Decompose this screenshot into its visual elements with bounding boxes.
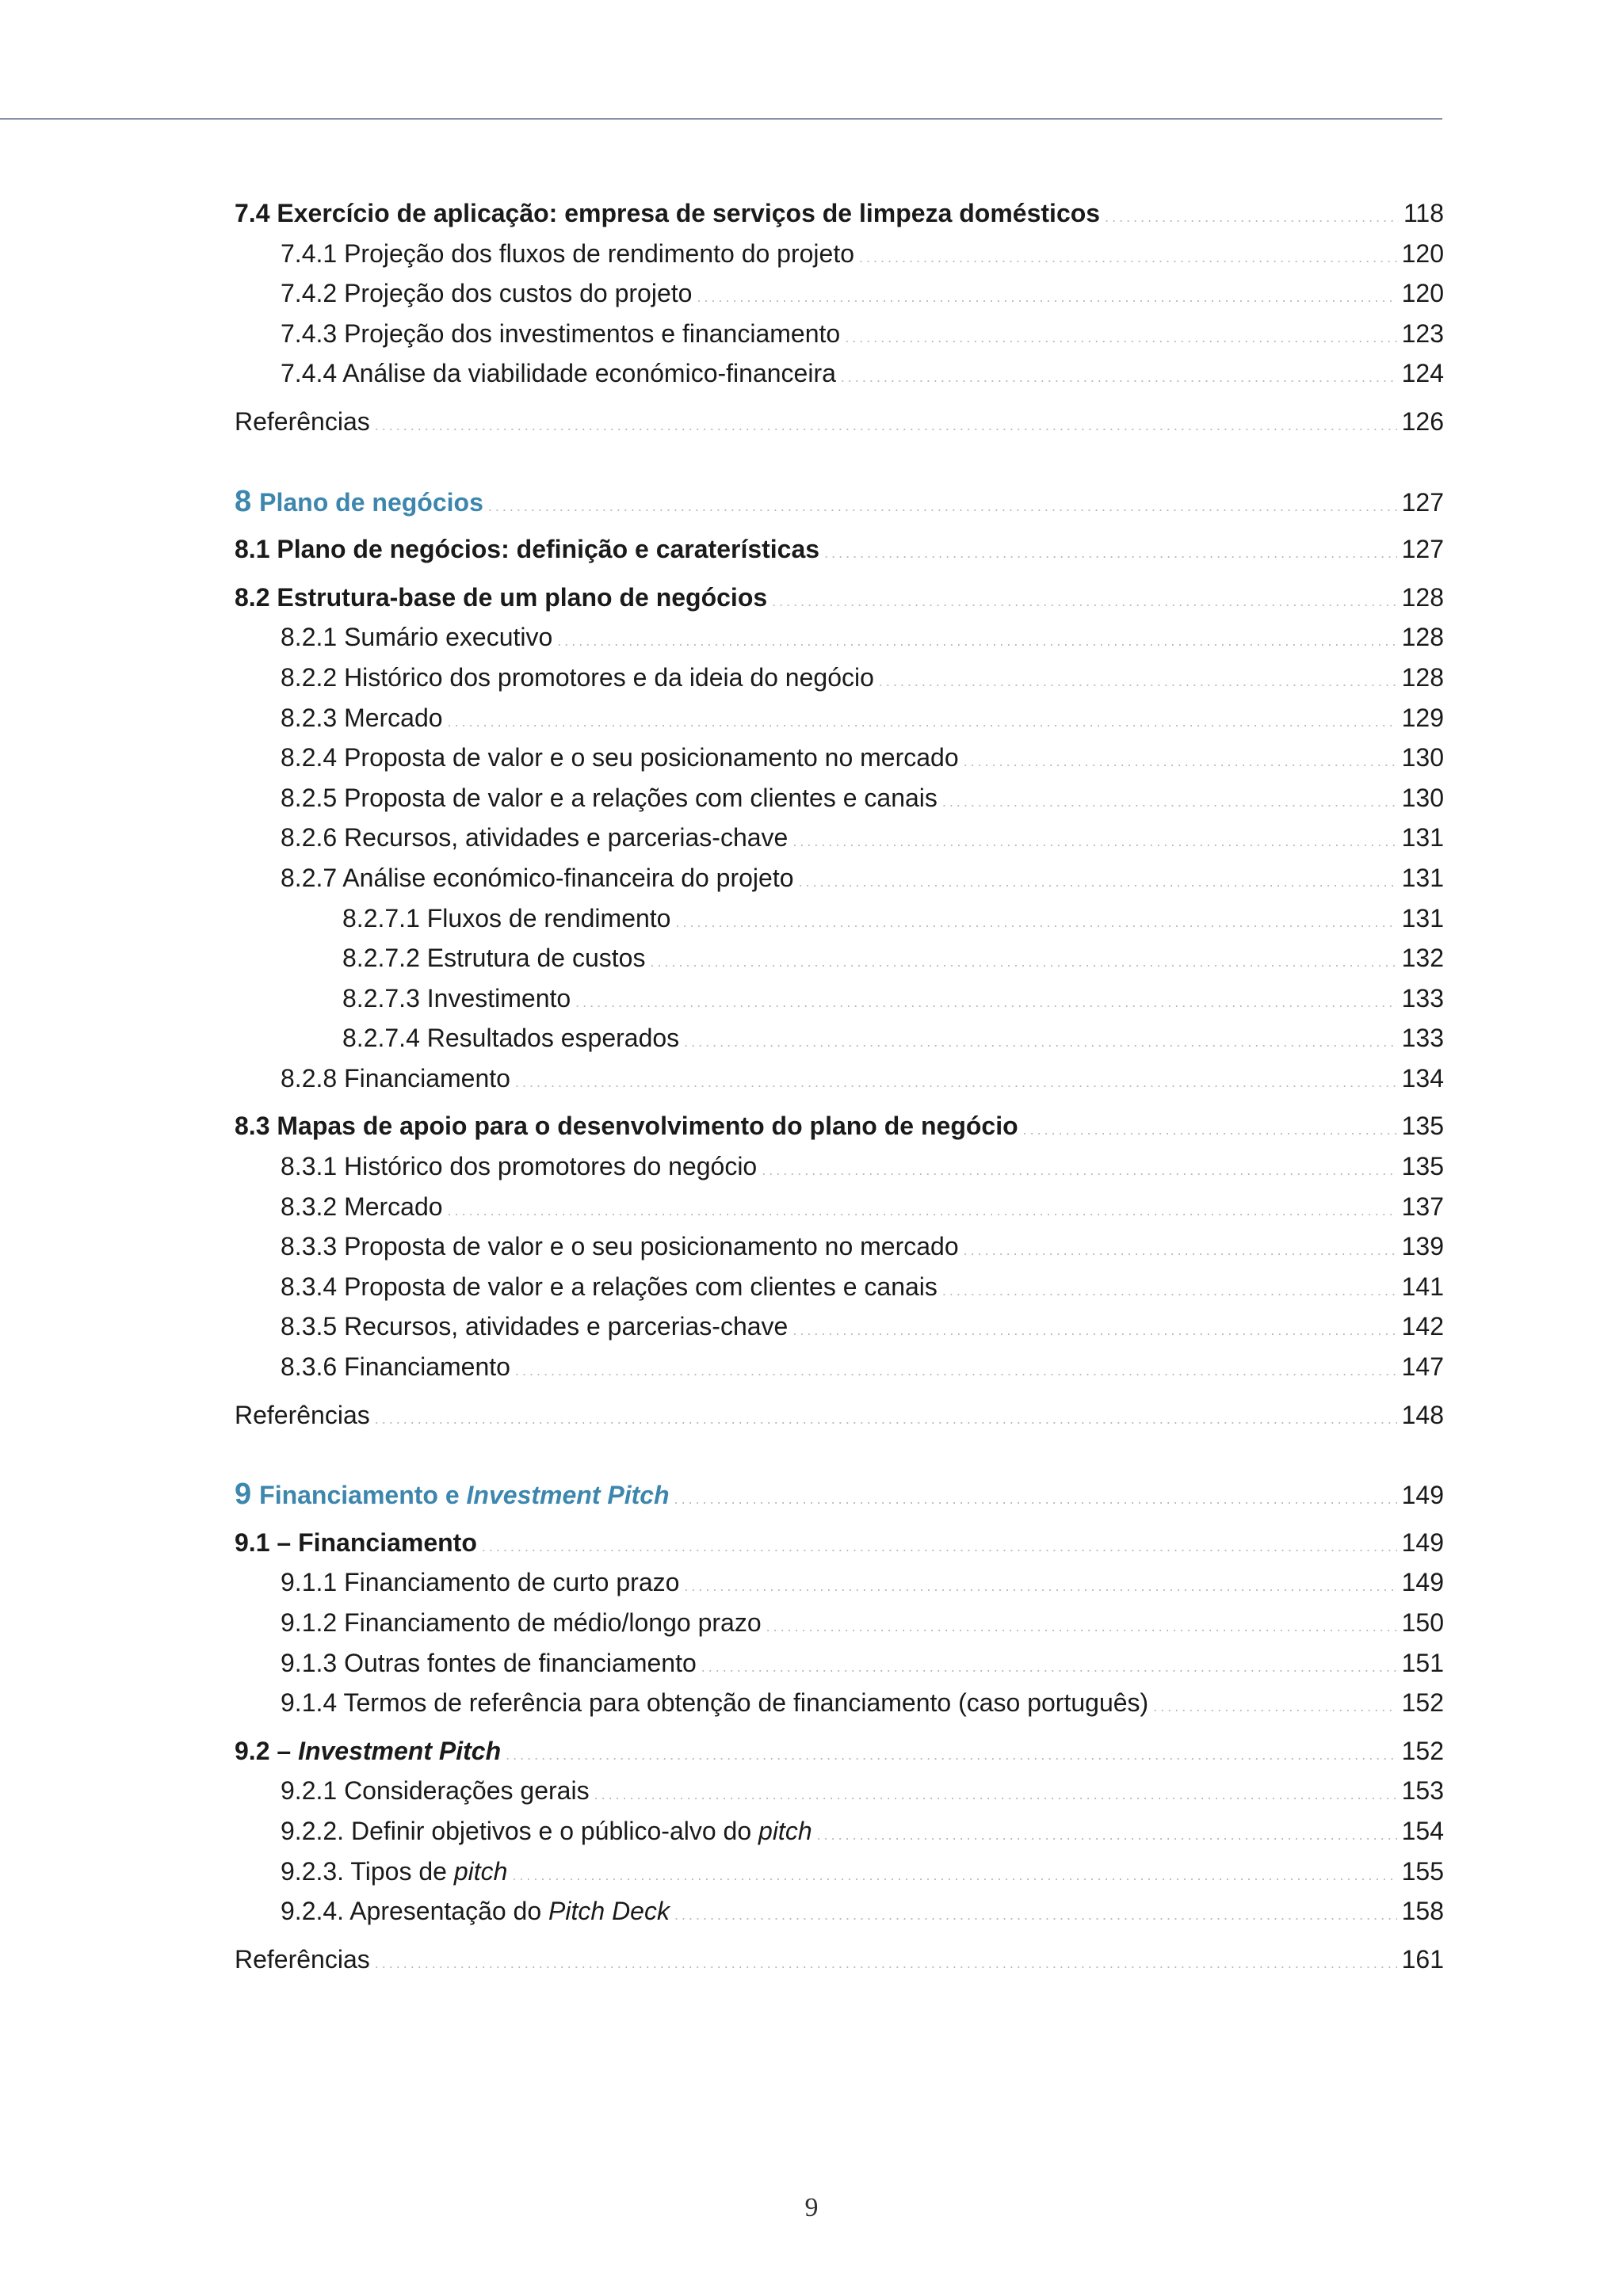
dot-leader xyxy=(817,1815,1397,1855)
toc-entry-label: 8.2.7 Análise económico-financeira do projeto xyxy=(281,863,794,892)
toc-entry[interactable] xyxy=(235,938,1444,978)
dot-leader xyxy=(594,1775,1397,1814)
toc-entry-page: 129 xyxy=(1401,703,1444,732)
toc-entry[interactable] xyxy=(235,818,1444,858)
toc-entry-references[interactable] xyxy=(235,402,1444,442)
toc-entry[interactable] xyxy=(235,1106,1444,1146)
toc-entry-page: 137 xyxy=(1401,1192,1444,1221)
toc-entry-label: 8.2.8 Financiamento xyxy=(281,1063,510,1093)
toc-entry-label: Referências xyxy=(235,1944,370,1974)
dot-leader xyxy=(792,822,1396,861)
toc-entry-page: 153 xyxy=(1401,1776,1444,1806)
toc-entry-label: 8.3.2 Mercado xyxy=(281,1192,443,1221)
toc-entry-label: 8.3.5 Recursos, atividades e parcerias-chave xyxy=(281,1312,789,1341)
page-number: 9 xyxy=(804,2193,819,2222)
dot-leader xyxy=(762,1150,1396,1190)
toc-entry-label: 8.2 Estrutura-base de um plano de negócios xyxy=(235,582,768,612)
dot-leader xyxy=(375,1943,1397,1983)
dot-leader xyxy=(1023,1110,1397,1150)
toc-chapter-8[interactable] xyxy=(235,482,1444,522)
toc-entry-label: 9.1 – Financiamento xyxy=(235,1527,477,1557)
toc-entry[interactable] xyxy=(235,898,1444,939)
toc-entry-page: 149 xyxy=(1401,1527,1444,1557)
toc-entry-page: 134 xyxy=(1401,1063,1444,1093)
dot-leader xyxy=(557,621,1396,661)
table-of-contents xyxy=(235,193,1444,1979)
toc-entry[interactable] xyxy=(235,858,1444,898)
toc-entry-label: 9.2.1 Considerações gerais xyxy=(281,1776,590,1806)
toc-entry-page: 132 xyxy=(1401,944,1444,973)
toc-entry[interactable] xyxy=(235,234,1444,274)
toc-entry-label: 9.1.1 Financiamento de curto prazo xyxy=(281,1568,680,1597)
toc-entry-page: 127 xyxy=(1401,535,1444,564)
toc-entry-page: 142 xyxy=(1401,1312,1444,1341)
chapter-number: 9 xyxy=(235,1478,252,1512)
toc-entry[interactable] xyxy=(235,273,1444,314)
toc-entry-page: 131 xyxy=(1401,823,1444,852)
toc-entry-label: 8.3.6 Financiamento xyxy=(281,1352,510,1382)
toc-entry[interactable] xyxy=(235,1523,1444,1563)
toc-entry[interactable] xyxy=(235,738,1444,778)
dot-leader xyxy=(701,1647,1397,1687)
toc-entry[interactable] xyxy=(235,1018,1444,1058)
toc-entry-label: 7.4 Exercício de aplicação: empresa de serviços de limpeza domésticos xyxy=(235,199,1101,227)
toc-entry-label: 7.4.1 Projeção dos fluxos de rendimento do projeto xyxy=(281,238,855,268)
dot-leader xyxy=(772,582,1396,621)
dot-leader xyxy=(575,982,1396,1022)
toc-entry-label: 8.1 Plano de negócios: definição e caraterísticas xyxy=(235,535,820,564)
dot-leader xyxy=(375,1399,1397,1439)
toc-entry-label: 9.2.4. Apresentação do xyxy=(281,1897,549,1926)
toc-entry-page: 131 xyxy=(1401,863,1444,892)
toc-entry-label: 8.2.5 Proposta de valor e a relações com clientes e canais xyxy=(281,783,938,812)
dot-leader xyxy=(448,702,1397,742)
toc-entry[interactable] xyxy=(235,1187,1444,1227)
dot-leader xyxy=(841,357,1397,397)
toc-entry[interactable] xyxy=(235,1891,1444,1932)
toc-chapter-9[interactable] xyxy=(235,1474,1444,1515)
toc-entry[interactable] xyxy=(235,778,1444,818)
dot-leader xyxy=(792,1310,1396,1350)
header-rule xyxy=(0,118,1442,120)
dot-leader xyxy=(506,1735,1396,1775)
toc-entry-page: 133 xyxy=(1401,1024,1444,1053)
toc-entry-page: 126 xyxy=(1401,406,1444,436)
toc-entry-label: 8.3.4 Proposta de valor e a relações com clientes e canais xyxy=(281,1272,938,1301)
toc-entry[interactable] xyxy=(235,1347,1444,1387)
toc-entry-page: 141 xyxy=(1401,1272,1444,1301)
toc-entry-page: 151 xyxy=(1401,1648,1444,1677)
toc-entry[interactable] xyxy=(235,1731,1444,1772)
dot-leader xyxy=(879,662,1397,701)
toc-entry-page: 158 xyxy=(1401,1897,1444,1926)
toc-entry-label-italic: Investment Pitch xyxy=(298,1736,502,1765)
toc-entry[interactable] xyxy=(235,578,1444,618)
toc-entry[interactable] xyxy=(235,978,1444,1019)
dot-leader xyxy=(697,277,1396,317)
toc-entry[interactable] xyxy=(235,1771,1444,1811)
toc-entry-label: 9.2 – xyxy=(235,1736,299,1765)
dot-leader xyxy=(675,902,1396,942)
chapter-number: 8 xyxy=(235,484,252,518)
dot-leader xyxy=(674,1479,1397,1519)
toc-entry[interactable] xyxy=(235,1852,1444,1892)
toc-entry-page: 118 xyxy=(1403,199,1444,227)
toc-entry-label: 7.4.2 Projeção dos custos do projeto xyxy=(281,279,693,308)
toc-entry[interactable] xyxy=(235,1683,1444,1723)
toc-entry-label: 8.2.7.3 Investimento xyxy=(342,983,571,1013)
toc-entry-label: 8.2.7.1 Fluxos de rendimento xyxy=(342,903,671,933)
toc-entry-label: 9.1.4 Termos de referência para obtenção de financiamento (caso português) xyxy=(281,1688,1149,1718)
dot-leader xyxy=(674,1895,1397,1935)
toc-entry-label: 7.4.3 Projeção dos investimentos e financiamento xyxy=(281,318,841,348)
toc-entry-page: 130 xyxy=(1401,743,1444,772)
toc-entry-label: 8.2.7.4 Resultados esperados xyxy=(342,1024,680,1053)
toc-entry-page: 124 xyxy=(1401,359,1444,388)
chapter-title: Plano de negócios xyxy=(259,487,483,517)
toc-entry-label: 8.2.3 Mercado xyxy=(281,703,443,732)
chapter-title-italic: Investment Pitch xyxy=(466,1481,670,1510)
toc-entry-label-italic: pitch xyxy=(758,1816,812,1845)
toc-entry-references[interactable] xyxy=(235,1395,1444,1436)
toc-entry-label-italic: Pitch Deck xyxy=(548,1897,670,1926)
toc-entry-page: 135 xyxy=(1401,1152,1444,1181)
toc-entry-page: 147 xyxy=(1401,1352,1444,1382)
toc-entry[interactable] xyxy=(235,1603,1444,1643)
toc-entry-page: 139 xyxy=(1401,1232,1444,1261)
toc-entry-page: 154 xyxy=(1401,1816,1444,1845)
toc-entry-page: 148 xyxy=(1401,1400,1444,1429)
toc-entry-label: 8.2.1 Sumário executivo xyxy=(281,623,553,652)
toc-entry-page: 120 xyxy=(1401,238,1444,268)
dot-leader xyxy=(684,1566,1396,1606)
toc-entry-label-italic: pitch xyxy=(453,1856,508,1886)
toc-entry-label: 8.2.7.2 Estrutura de custos xyxy=(342,944,646,973)
toc-entry-label: 8.2.6 Recursos, atividades e parcerias-chave xyxy=(281,823,789,852)
toc-entry-page: 120 xyxy=(1401,279,1444,308)
toc-entry-page: 161 xyxy=(1401,1944,1444,1974)
dot-leader xyxy=(1105,197,1399,237)
dot-leader xyxy=(859,238,1397,277)
toc-entry[interactable] xyxy=(235,1226,1444,1267)
toc-entry[interactable] xyxy=(235,353,1444,394)
toc-entry-label: 8.3.3 Proposta de valor e o seu posicionamento no mercado xyxy=(281,1232,959,1261)
dot-leader xyxy=(799,862,1397,902)
dot-leader xyxy=(488,486,1397,526)
toc-entry-page: 155 xyxy=(1401,1856,1444,1886)
toc-entry[interactable] xyxy=(235,1306,1444,1347)
toc-entry-references[interactable] xyxy=(235,1939,1444,1980)
toc-entry-page: 135 xyxy=(1401,1112,1444,1141)
toc-entry[interactable] xyxy=(235,1643,1444,1684)
dot-leader xyxy=(515,1351,1397,1390)
dot-leader xyxy=(512,1855,1396,1895)
toc-entry[interactable] xyxy=(235,698,1444,738)
dot-leader xyxy=(824,533,1397,573)
dot-leader xyxy=(942,1271,1397,1310)
toc-entry[interactable] xyxy=(235,658,1444,698)
toc-entry-label: Referências xyxy=(235,1400,370,1429)
dot-leader xyxy=(964,1230,1397,1270)
toc-entry-page: 133 xyxy=(1401,983,1444,1013)
toc-entry-page: 127 xyxy=(1401,487,1444,517)
toc-entry-page: 150 xyxy=(1401,1608,1444,1637)
toc-entry-label: 8.3.1 Histórico dos promotores do negócio xyxy=(281,1152,758,1181)
toc-entry-page: 128 xyxy=(1401,582,1444,612)
toc-entry-page: 123 xyxy=(1401,318,1444,348)
toc-entry-page: 152 xyxy=(1401,1688,1444,1718)
toc-entry-page: 128 xyxy=(1401,623,1444,652)
toc-entry[interactable] xyxy=(235,529,1444,570)
dot-leader xyxy=(1153,1687,1396,1726)
toc-entry-page: 152 xyxy=(1401,1736,1444,1765)
dot-leader xyxy=(515,1062,1397,1102)
toc-entry-label: 9.2.2. Definir objetivos e o público-alvo do xyxy=(281,1816,759,1845)
toc-entry-label: 9.1.2 Financiamento de médio/longo prazo xyxy=(281,1608,762,1637)
toc-entry-page: 149 xyxy=(1401,1481,1444,1510)
dot-leader xyxy=(482,1527,1397,1566)
dot-leader xyxy=(448,1191,1397,1230)
toc-entry-label: 9.2.3. Tipos de xyxy=(281,1856,454,1886)
toc-entry-label: 8.3 Mapas de apoio para o desenvolvimento do plano de negócio xyxy=(235,1112,1018,1141)
toc-entry[interactable] xyxy=(235,314,1444,354)
toc-entry-label: 9.1.3 Outras fontes de financiamento xyxy=(281,1648,697,1677)
toc-entry[interactable] xyxy=(235,617,1444,658)
dot-leader xyxy=(964,742,1397,781)
toc-entry-label: 8.2.2 Histórico dos promotores e da ideia do negócio xyxy=(281,662,874,692)
toc-entry[interactable] xyxy=(235,1267,1444,1307)
toc-entry-page: 130 xyxy=(1401,783,1444,812)
dot-leader xyxy=(766,1607,1397,1646)
toc-entry[interactable] xyxy=(235,1146,1444,1187)
toc-entry-label: Referências xyxy=(235,406,370,436)
toc-entry-page: 149 xyxy=(1401,1568,1444,1597)
toc-entry[interactable] xyxy=(235,1058,1444,1099)
dot-leader xyxy=(684,1022,1396,1062)
toc-entry-page: 131 xyxy=(1401,903,1444,933)
toc-entry-label: 7.4.4 Análise da viabilidade económico-financeira xyxy=(281,359,836,388)
toc-entry[interactable] xyxy=(235,1562,1444,1603)
dot-leader xyxy=(845,318,1396,357)
toc-entry[interactable] xyxy=(235,1811,1444,1852)
toc-entry[interactable] xyxy=(235,193,1444,234)
dot-leader xyxy=(375,406,1397,445)
dot-leader xyxy=(650,942,1396,982)
toc-entry-page: 128 xyxy=(1401,662,1444,692)
dot-leader xyxy=(942,782,1397,822)
toc-entry-label: 8.2.4 Proposta de valor e o seu posicionamento no mercado xyxy=(281,743,959,772)
chapter-title: Financiamento e xyxy=(259,1481,467,1510)
